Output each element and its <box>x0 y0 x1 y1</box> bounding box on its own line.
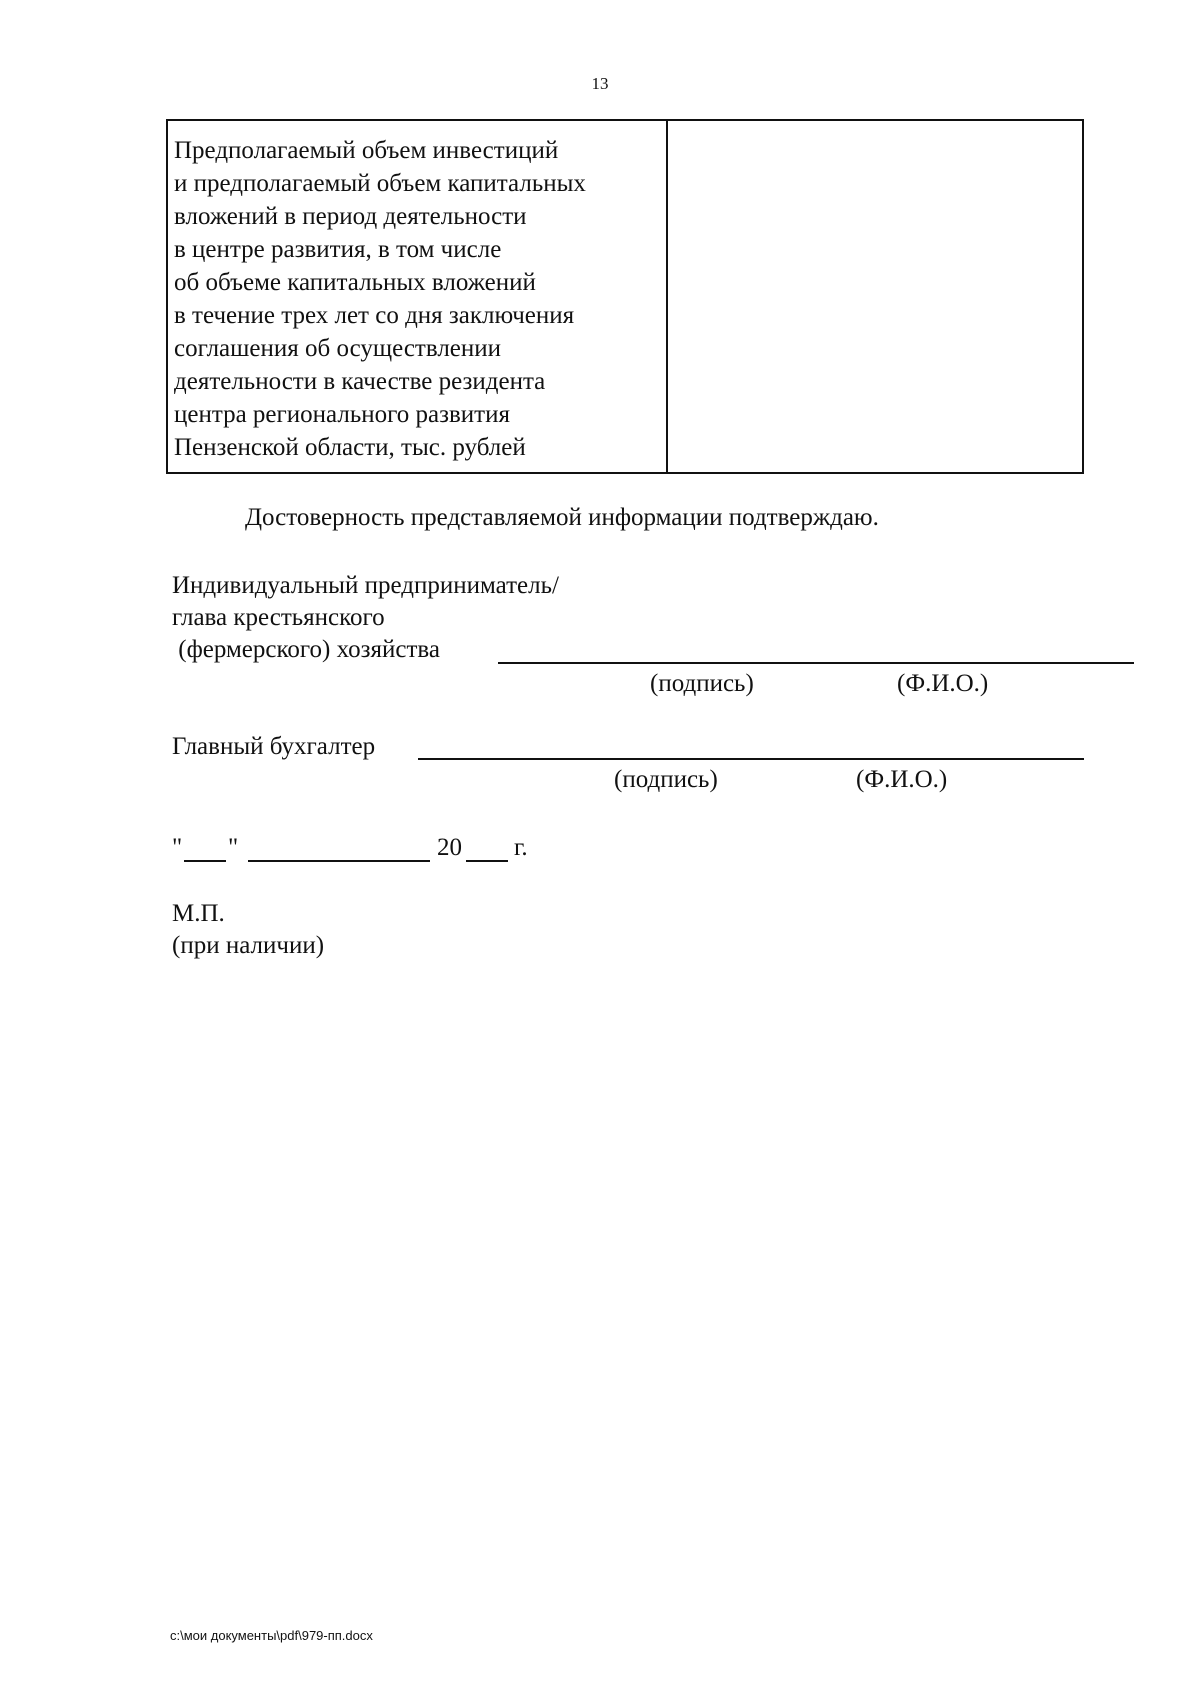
date-day-line[interactable] <box>184 860 226 862</box>
date-year-line[interactable] <box>466 860 508 862</box>
accountant-signature-line[interactable] <box>418 758 1084 760</box>
entrepreneur-label-line: (фермерского) хозяйства <box>172 636 440 663</box>
table-value-cell[interactable] <box>667 120 1083 473</box>
page-number: 13 <box>591 74 609 93</box>
entrepreneur-label-line: глава крестьянского <box>172 604 385 631</box>
table-label-line: Пензенской области, тыс. рублей <box>174 434 526 461</box>
table-label-line: Предполагаемый объем инвестиций <box>174 137 559 164</box>
table-label-line: центра регионального развития <box>174 401 510 428</box>
table-label-line: деятельности в качестве резидента <box>174 368 546 395</box>
table-label-line: вложений в период деятельности <box>174 203 527 230</box>
stamp-label: М.П. <box>172 900 225 927</box>
accountant-signature-caption: (подпись) <box>614 766 718 793</box>
accountant-name-caption: (Ф.И.О.) <box>856 766 948 793</box>
table-label-line: в течение трех лет со дня заключения <box>174 302 575 329</box>
table-label-line: и предполагаемый объем капитальных <box>174 170 586 197</box>
table-label-line: в центре развития, в том числе <box>174 236 502 263</box>
entrepreneur-signature-line[interactable] <box>498 662 1134 664</box>
date-month-line[interactable] <box>248 860 430 862</box>
date-quote-close: " <box>228 834 239 861</box>
table-label-line: соглашения об осуществлении <box>174 335 502 362</box>
accountant-label: Главный бухгалтер <box>172 733 376 760</box>
date-year-suffix: г. <box>514 834 528 861</box>
date-year-prefix: 20 <box>437 834 462 861</box>
investment-table <box>166 119 1084 474</box>
table-label-line: об объеме капитальных вложений <box>174 269 536 296</box>
stamp-note: (при наличии) <box>172 932 325 959</box>
confirmation-statement: Достоверность представляемой информации подтверждаю. <box>245 504 879 531</box>
entrepreneur-name-caption: (Ф.И.О.) <box>897 670 989 697</box>
date-quote-open: " <box>172 834 183 861</box>
entrepreneur-label-line: Индивидуальный предприниматель/ <box>172 572 559 599</box>
footer-file-path: c:\мои документы\pdf\979-пп.docx <box>170 1628 373 1643</box>
table-row <box>167 120 1083 473</box>
entrepreneur-signature-caption: (подпись) <box>650 670 754 697</box>
table-label-cell <box>167 120 667 473</box>
